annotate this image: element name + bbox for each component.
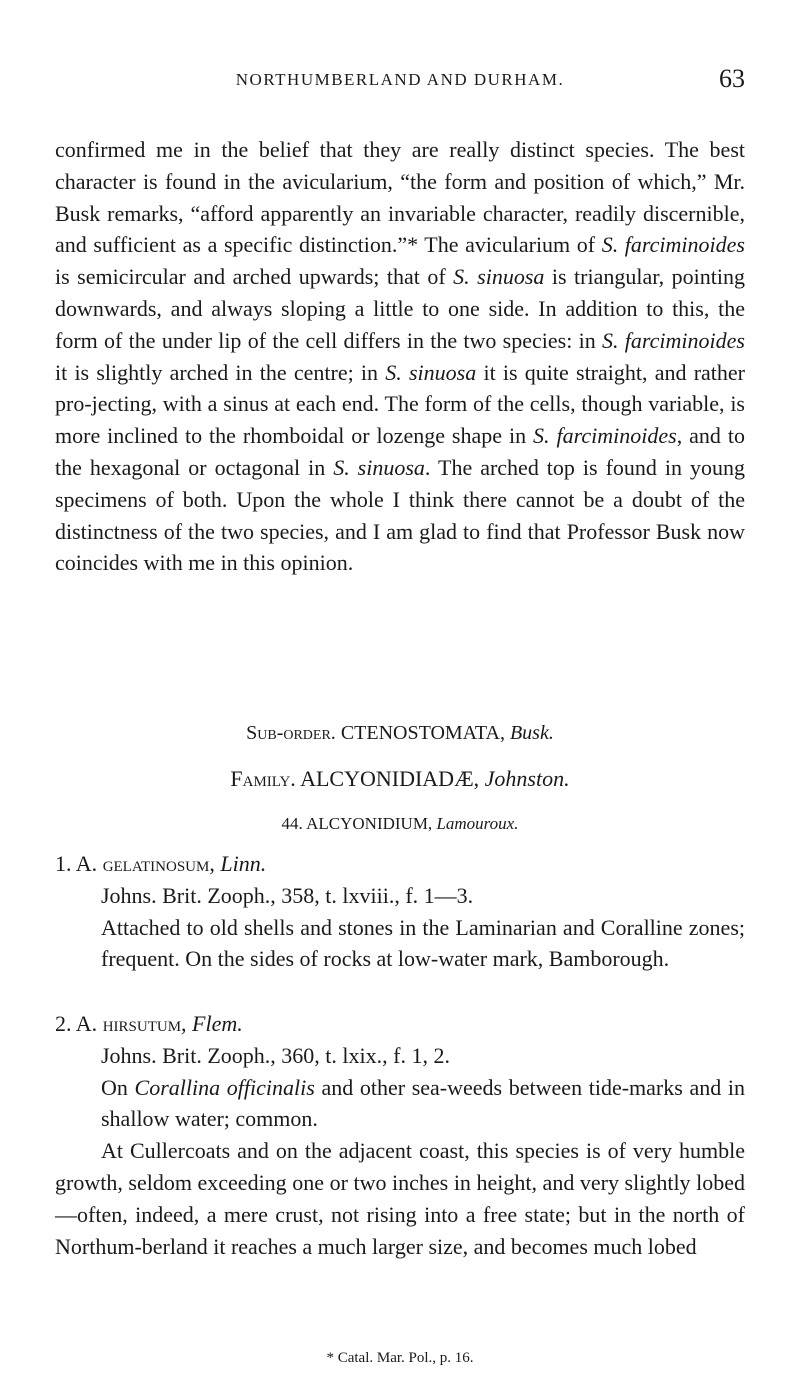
sub-order-label: Sub-order. [246,722,336,744]
species-heading: 2. A. hirsutum, Flem. [55,1011,243,1036]
family-label: Family. [230,766,296,791]
family-authority: Johnston. [484,766,570,791]
family-name: ALCYONIDIADÆ, [300,766,480,791]
genus-authority: Lamouroux. [436,814,519,833]
species-habitat: Attached to old shells and stones in the Laminarian and Coralline zones; frequent. On the sides of rocks at low-water mark, Bamborough. [101,914,745,972]
intro-paragraph [55,134,745,579]
footnote: * Catal. Mar. Pol., p. 16. [326,1350,474,1366]
sub-order-heading [55,722,745,745]
genus-name: 44. ALCYONIDIUM, [281,814,433,833]
paragraph-text: confirmed me in the belief that they are really distinct species. The best character is found in the avicularium, “the form and position of which,” Mr. Busk remarks, “afford apparently an invariable character, readily discernible, and sufficient as a specific distinction.”* The avicularium of S. farciminoides is semicircular and arched upwards; that of S. sinuosa is triangular, pointing downwards, and always sloping a little to one side. In addition to this, the form of the under lip of the cell differs in the two species: in S. farciminoides it is slightly arched in the centre; in S. sinuosa it is quite straight, and rather pro-jecting, with a sinus at each end. The form of the cells, though variable, is more inclined to the rhomboidal or lozenge shape in S. farciminoides, and to the hexagonal or octagonal in S. sinuosa. The arched top is found in young specimens of both. Upon the whole I think there cannot be a doubt of the distinctness of the two species, and I am glad to find that Professor Busk now coincides with me in this opinion. [55,137,746,576]
species-reference: Johns. Brit. Zooph., 360, t. lxix., f. 1, 2. [101,1042,450,1068]
species-entry [55,848,745,975]
species-heading: 1. A. gelatinosum, Linn. [55,851,267,876]
species-habitat: On Corallina officinalis and other sea-weeds between tide-marks and in shallow water; common. [101,1074,745,1132]
sub-order-authority: Busk. [509,722,554,744]
genus-heading [55,814,745,834]
running-title: NORTHUMBERLAND AND DURHAM. [235,70,565,89]
sub-order-name: CTENOSTOMATA, [340,722,505,744]
species-note: At Cullercoats and on the adjacent coast, this species is of very humble growth, seldom exceeding one or two inches in height, and very slightly lobed—often, indeed, a mere crust, not rising into a free state; but in the north of Northum-berland it reaches a much larger size, and becomes much lobed [55,1138,745,1259]
page-number: 63 [719,64,745,93]
species-reference: Johns. Brit. Zooph., 358, t. lxviii., f. 1—3. [101,882,474,908]
species-entry [55,1008,745,1262]
family-heading [55,766,745,792]
